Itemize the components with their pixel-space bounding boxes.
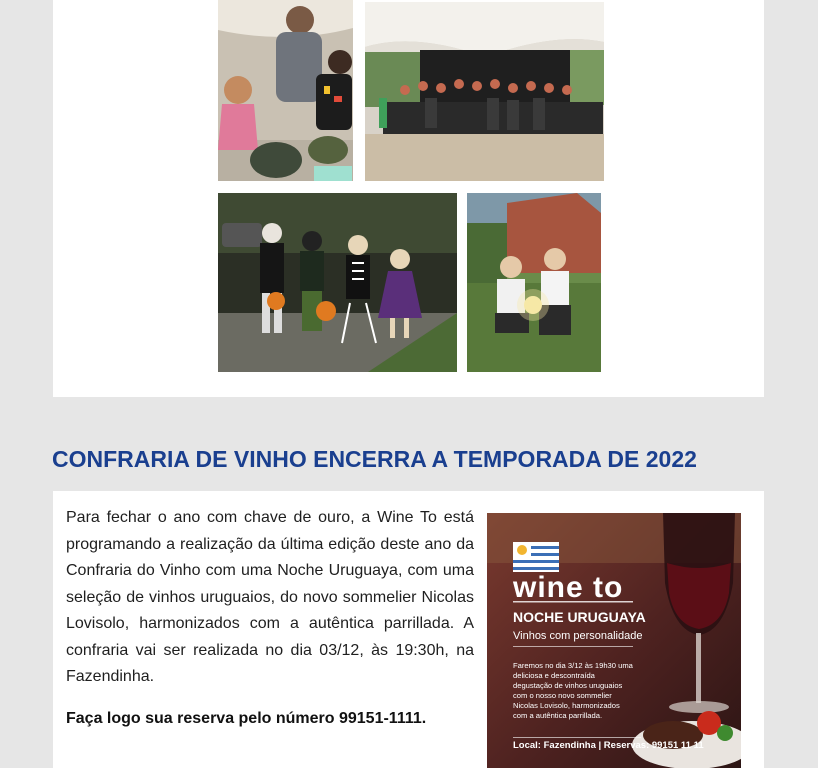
promo-details [513,661,633,721]
promo-detail-line: Faremos no dia 3/12 às 19h30 uma [513,661,633,670]
promo-detail-line: com a autêntica parrillada. [513,711,603,720]
article-body: Para fechar o ano com chave de ouro, a Wine To está programando a realização da última edição deste ano da Confraria do Vinho com uma Noche Uruguaya, com uma seleção de vinhos uruguaios, do novo sommelier Nicolas Lovisolo, harmonizados com a autêntica parrillada. A confraria vai ser realizada no dia 03/12, às 19:30h, na Fazendinha. [66,509,474,685]
promo-noche-uruguaya [487,513,741,768]
promo-brand: wine to [513,571,624,604]
reservation-cta: Faça logo sua reserva pelo número 99151-1111. [66,710,427,727]
promo-event: NOCHE URUGUAYA [513,609,646,625]
promo-detail-line: Nicolas Lovisolo, harmonizados [513,701,620,710]
promo-detail-line: deliciosa e descontraída [513,671,595,680]
promo-tagline: Vinhos com personalidade [513,630,643,642]
photo-pumpkin-carving [218,0,353,181]
photo-stage-group [365,2,604,181]
photo-halloween-costumes [218,193,457,372]
promo-detail-line: degustação de vinhos uruguaios [513,681,623,690]
promo-detail-line: com o nosso novo sommelier [513,691,612,700]
section-title: CONFRARIA DE VINHO ENCERRA A TEMPORADA DE 2022 [52,446,697,472]
promo-footer: Local: Fazendinha | Reservas: 99151 11 11 [513,740,704,751]
photo-kids-glow [467,193,601,372]
